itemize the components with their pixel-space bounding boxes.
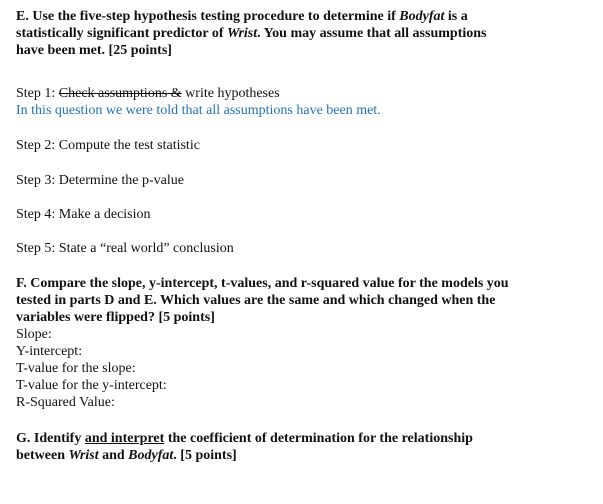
step-1: Step 1: Check assumptions & write hypotheses [16,86,280,101]
variable-wrist: Wrist [68,448,99,463]
section-f-heading-line-2: tested in parts D and E. Which values are the same and which changed when the [16,293,496,308]
section-g-heading-line-1: G. Identify and interpret the coefficient of determination for the relationship [16,431,473,446]
list-item-slope: Slope: [16,327,52,342]
variable-bodyfat: Bodyfat [399,9,445,24]
list-item-y-intercept: Y-intercept: [16,344,83,359]
section-e-heading-line-2: statistically significant predictor of Wrist. You may assume that all assumptions [16,26,487,41]
section-f-heading-line-1: F. Compare the slope, y-intercept, t-values, and r-squared value for the models you [16,276,509,291]
step-3: Step 3: Determine the p-value [16,173,184,188]
section-g-heading-line-2: between Wrist and Bodyfat. [5 points] [16,448,237,463]
section-e-heading-line-1: E. Use the five-step hypothesis testing procedure to determine if Bodyfat is a [16,9,468,24]
step-4: Step 4: Make a decision [16,207,151,222]
section-e-heading-line-3: have been met. [25 points] [16,43,172,58]
step-2: Step 2: Compute the test statistic [16,138,200,153]
step-5: Step 5: State a “real world” conclusion [16,241,234,256]
step-1-note: In this question we were told that all assumptions have been met. [16,103,381,118]
list-item-t-value-intercept: T-value for the y-intercept: [16,378,167,393]
underlined-text: and interpret [84,431,165,446]
list-item-r-squared: R-Squared Value: [16,395,115,410]
variable-wrist: Wrist [227,26,258,41]
variable-bodyfat: Bodyfat [128,448,174,463]
struck-text: Check assumptions & [58,86,182,101]
list-item-t-value-slope: T-value for the slope: [16,361,136,376]
section-f-heading-line-3: variables were flipped? [5 points] [16,310,215,325]
